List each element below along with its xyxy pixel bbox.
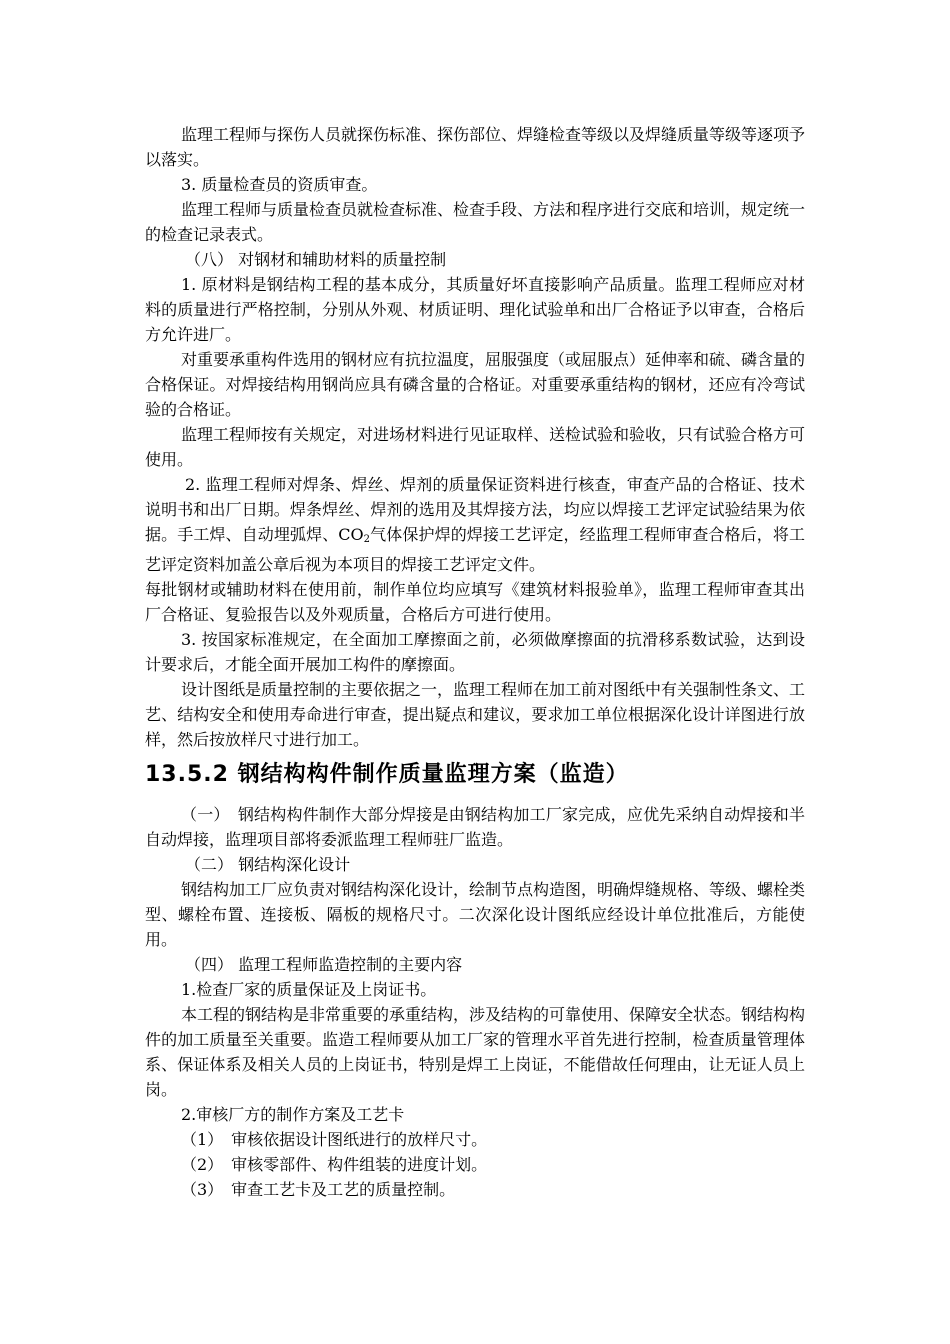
- welding-text-part1: 2. 监理工程师对焊条、焊丝、焊剂的质量保证资料进行核查，审查产品的合格证、技术说明书和出厂日期。焊条焊丝、焊剂的选用及其焊接方法，均应以焊接工艺评定试验结果为依据。手工焊、自动埋弧焊、CO: [145, 475, 805, 544]
- paragraph-steel-requirements: 对重要承重构件选用的钢材应有抗拉温度，屈服强度（或屈服点）延伸率和硫、磷含量的合格保证。对焊接结构用钢尚应具有磷含量的合格证。对重要承重结构的钢材，还应有冷弯试验的合格证。: [145, 350, 806, 419]
- paragraph-welding-materials: [145, 472, 805, 577]
- co2-subscript: 2: [363, 534, 371, 545]
- paragraph-design-drawing-review: 设计图纸是质量控制的主要依据之一，监理工程师在加工前对图纸中有关强制性条文、工艺、结构安全和使用寿命进行审查，提出疑点和建议，要求加工单位根据深化设计详图进行放样，然后按放样尺寸进行加工。: [145, 680, 806, 749]
- paragraph-factory-supervision: （一） 钢结构构件制作大部分焊接是由钢结构加工厂家完成，应优先采纳自动焊接和半自动焊接，监理项目部将委派监理工程师驻厂监造。: [145, 805, 805, 849]
- section-heading: 13.5.2 钢结构构件制作质量监理方案（监造）: [145, 762, 629, 787]
- subheading-supervision-content: （四） 监理工程师监造控制的主要内容: [185, 955, 463, 974]
- subheading-detailed-design: （二） 钢结构深化设计: [185, 855, 351, 874]
- paragraph-friction-surface-test: 3. 按国家标准规定，在全面加工摩擦面之前，必须做摩擦面的抗滑移系数试验，达到设计要求后，才能全面开展加工构件的摩擦面。: [145, 630, 805, 674]
- paragraph-raw-materials: 1. 原材料是钢结构工程的基本成分，其质量好坏直接影响产品质量。监理工程师应对材料的质量进行严格控制，分别从外观、材质证明、理化试验单和出厂合格证予以审查，合格后方允许进厂。: [145, 275, 805, 344]
- paragraph-detailed-design: 钢结构加工厂应负责对钢结构深化设计，绘制节点构造图，明确焊缝规格、等级、螺栓类型、螺栓布置、连接板、隔板的规格尺寸。二次深化设计图纸应经设计单位批准后，方能使用。: [145, 880, 806, 949]
- paragraph-material-inspection-form: 每批钢材或辅助材料在使用前，制作单位均应填写《建筑材料报验单》，监理工程师审查其出厂合格证、复验报告以及外观质量，合格后方可进行使用。: [145, 580, 805, 624]
- subheading-material-control: （八） 对钢材和辅助材料的质量控制: [185, 250, 447, 269]
- list-item-2-assembly-schedule: （2） 审核零部件、构件组装的进度计划。: [181, 1155, 488, 1174]
- paragraph-structure-importance: 本工程的钢结构是非常重要的承重结构，涉及结构的可靠使用、保障安全状态。钢结构构件的加工质量至关重要。监造工程师要从加工厂家的管理水平首先进行控制，检查质量管理体系、保证体系及相关人员的上岗证书，特别是焊工上岗证，不能借故任何理由，让无证人员上岗。: [145, 1005, 806, 1099]
- list-item-1-layout-size: （1） 审核依据设计图纸进行的放样尺寸。: [181, 1130, 488, 1149]
- paragraph-sampling-testing: 监理工程师按有关规定，对进场材料进行见证取样、送检试验和验收，只有试验合格方可使用。: [145, 425, 806, 469]
- paragraph-item-3-qualification: 3. 质量检查员的资质审查。: [181, 175, 378, 194]
- document-body: [145, 122, 805, 1202]
- paragraph-inspector-training: 监理工程师与质量检查员就检查标准、检查手段、方法和程序进行交底和培训，规定统一的检查记录表式。: [145, 200, 806, 244]
- paragraph-item-1-certificates: 1.检查厂家的质量保证及上岗证书。: [181, 980, 437, 999]
- paragraph-inspection-standards: 监理工程师与探伤人员就探伤标准、探伤部位、焊缝检查等级以及焊缝质量等级等逐项予以落实。: [145, 125, 806, 169]
- welding-text-part2: 气体保护焊的焊接工艺评定，经监理工程师审查合格后，将工艺评定资料加盖公章后视为本项目的焊接工艺评定文件。: [145, 525, 805, 574]
- paragraph-item-2-plan-review: 2.审核厂方的制作方案及工艺卡: [181, 1105, 405, 1124]
- list-item-3-process-card: （3） 审查工艺卡及工艺的质量控制。: [181, 1180, 456, 1199]
